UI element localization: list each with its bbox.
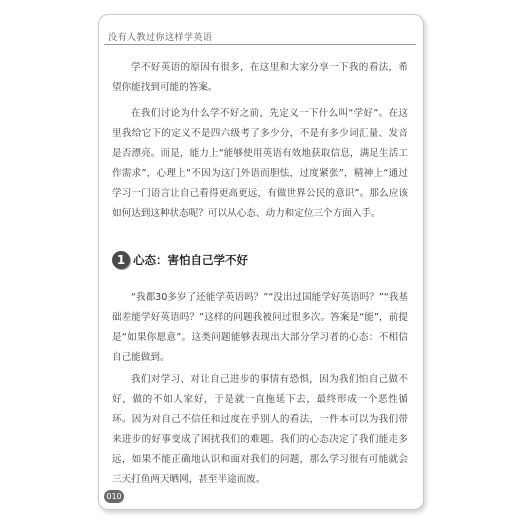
section-number-badge: 1 — [112, 251, 130, 269]
paragraph-questions: “我都30多岁了还能学英语吗？”“没出过国能学好英语吗？”“我基础差能学好英语吗？”这样的问题我被问过很多次。答案是“能”，前提是“如果你愿意”。这类问题能够表现出大部分学习者的心态：不相信自己能做到。 — [112, 292, 408, 363]
paragraph-intro: 学不好英语的原因有很多，在这里和大家分享一下我的看法，希望你能找到可能的答案。 — [112, 62, 408, 93]
header-divider — [104, 44, 416, 45]
paragraph-fear: 我们对学习、对让自己进步的事情有恐惧，因为我们怕自己做不好，做的不如人家好，于是就一直拖延下去，最终形成一个恶性循环。因为对自己不信任和过度在乎别人的看法，一件本可以为我们带来进步的好事变成了困扰我们的难题。我们的心态决定了我们能走多远，如果不能正确地认识和面对我们的问题，那么学习很有可能就会三天打鱼两天晒网，甚至半途而废。 — [112, 374, 408, 485]
section-title: 心态：害怕自己学不好 — [133, 253, 248, 267]
paragraph-definition: 在我们讨论为什么学不好之前，先定义一下什么叫“学好”。在这里我给它下的定义不是四六级考了多少分，不是有多少词汇量、发音是否漂亮。而是，能力上“能够使用英语有效地获取信息，满足生活工作需求”，心理上“不因为这门外语而胆怯，过度紧张”，精神上“通过学习一门语言让自己看得更高更远，有做世界公民的意识”。那么应该如何达到这种状态呢？可以从心态、动力和定位三个方面入手。 — [112, 108, 408, 219]
page-number-badge: 010 — [104, 490, 124, 503]
running-header-title: 没有人教过你这样学英语 — [108, 33, 213, 43]
section-heading — [112, 250, 248, 270]
